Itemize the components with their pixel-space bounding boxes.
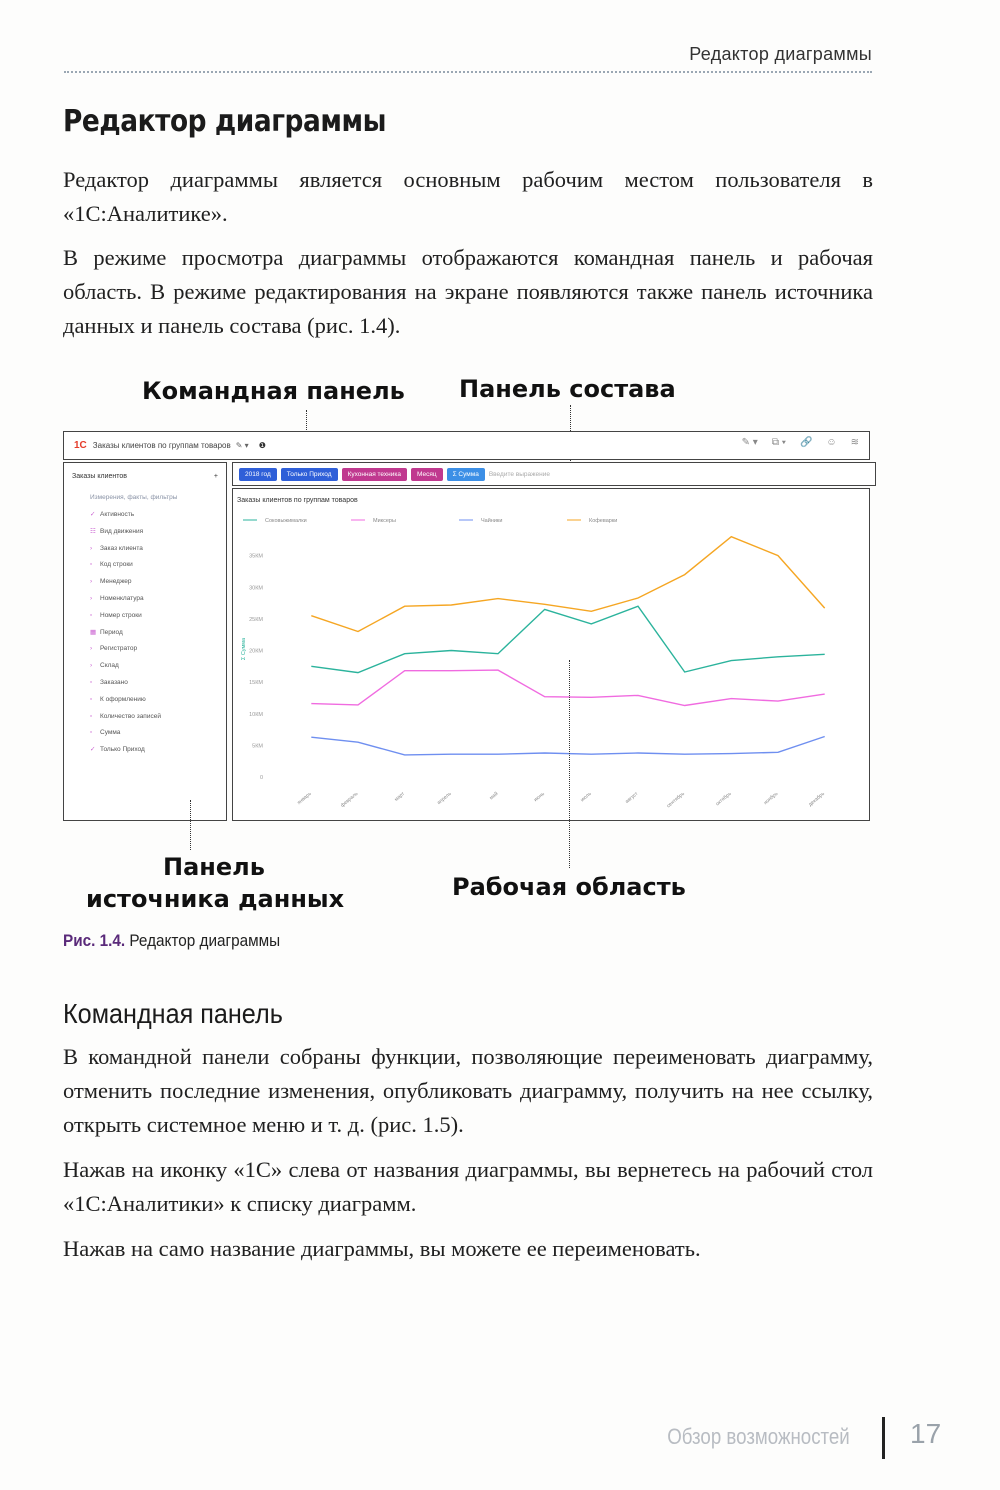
y-tick-label: 10КМ xyxy=(249,711,263,718)
section-heading: Командная панель xyxy=(63,998,283,1029)
source-title: Заказы клиентов xyxy=(72,473,127,480)
legend-label: Соковыжималки xyxy=(265,518,307,524)
source-field[interactable] xyxy=(64,709,226,726)
page-number: 17 xyxy=(910,1418,942,1449)
page-heading: Редактор диаграммы xyxy=(63,104,387,139)
field-type-icon: ☷ xyxy=(90,527,96,535)
x-tick-label: октябрь xyxy=(714,790,733,808)
source-field[interactable] xyxy=(64,641,226,658)
composition-panel xyxy=(232,462,876,486)
command-panel-paragraph: В командной панели собраны функции, позволяющие переименовать диаграмму, отменить последние изменения, опубликовать диаграмму, получить на нее ссылку, открыть системное меню и т. д. (рис. 1.5). xyxy=(63,1044,873,1137)
field-type-icon: › xyxy=(90,594,93,602)
caption-number: Рис. 1.4. xyxy=(63,931,126,950)
info-icon[interactable]: ❶ xyxy=(258,441,266,450)
source-field[interactable] xyxy=(64,625,226,642)
work-area xyxy=(232,488,870,821)
field-type-icon: › xyxy=(90,662,93,670)
x-tick-label: январь xyxy=(296,790,313,806)
callout-work-area: Рабочая область xyxy=(452,873,686,901)
field-type-icon: › xyxy=(90,645,93,653)
field-label: К оформлению xyxy=(100,695,146,703)
x-tick-label: сентябрь xyxy=(665,790,686,810)
chart-title[interactable]: Заказы клиентов по группам товаров xyxy=(92,441,231,450)
y-tick-label: 35КМ xyxy=(249,553,263,560)
source-field[interactable] xyxy=(64,658,226,675)
x-tick-label: март xyxy=(393,790,406,803)
chip-kitchen[interactable]: Кухонная техника xyxy=(342,468,407,481)
field-type-icon: ▫ xyxy=(90,729,93,737)
x-tick-label: июнь xyxy=(532,790,546,804)
footer-section: Обзор возможностей xyxy=(667,1424,850,1449)
callout-composition-panel: Панель состава xyxy=(459,375,676,403)
field-label: Заказ клиента xyxy=(100,544,143,552)
expression-input[interactable]: Введите выражение xyxy=(488,470,550,478)
field-label: Заказано xyxy=(100,678,128,686)
fields-link[interactable]: Измерения, факты, фильтры xyxy=(90,494,178,501)
field-type-icon: › xyxy=(90,544,93,552)
caption-text: Редактор диаграммы xyxy=(129,931,281,950)
pointer-line xyxy=(569,660,570,868)
add-icon[interactable]: + xyxy=(213,473,218,480)
y-tick-label: 0 xyxy=(259,775,263,781)
field-type-icon: ▦ xyxy=(90,628,97,636)
field-label: Вид движения xyxy=(100,527,144,535)
x-tick-label: апрель xyxy=(436,790,453,807)
field-label: Номер строки xyxy=(100,611,142,619)
field-label: Сумма xyxy=(100,729,121,737)
callout-command-panel: Командная панель xyxy=(142,377,405,405)
rename-paragraph: Нажав на само название диаграммы, вы можете ее переименовать. xyxy=(63,1236,701,1261)
field-type-icon: › xyxy=(90,578,93,586)
field-label: Активность xyxy=(100,511,135,518)
field-label: Код строки xyxy=(100,561,133,569)
x-tick-label: февраль xyxy=(339,790,360,809)
source-field[interactable] xyxy=(64,608,226,625)
y-tick-label: 5КМ xyxy=(252,743,263,750)
field-type-icon: ▫ xyxy=(90,678,93,686)
field-type-icon: ▫ xyxy=(90,561,93,569)
header-rule xyxy=(64,71,872,73)
field-label: Склад xyxy=(100,662,119,670)
chip-sum[interactable]: Σ Сумма xyxy=(447,468,485,481)
running-head: Редактор диаграммы xyxy=(689,44,872,64)
logo-paragraph: Нажав на иконку «1С» слева от названия диаграммы, вы вернетесь на рабочий стол «1С:Аналитики» к списку диаграмм. xyxy=(63,1157,873,1216)
1c-logo-icon[interactable]: 1С xyxy=(74,440,87,451)
field-label: Период xyxy=(100,628,123,636)
legend-label: Миксеры xyxy=(373,518,396,524)
chip-month[interactable]: Месяц xyxy=(411,468,443,481)
x-tick-label: август xyxy=(624,790,640,805)
menu-icon[interactable]: ≋ xyxy=(850,437,859,448)
chip-year[interactable]: 2018 год xyxy=(239,468,277,481)
undo-icon[interactable]: ✎ ▾ xyxy=(741,437,758,448)
source-field[interactable] xyxy=(64,591,226,608)
x-tick-label: декабрь xyxy=(807,790,826,808)
x-tick-label: июль xyxy=(579,790,593,804)
figure-chart-editor xyxy=(63,431,870,821)
link-icon[interactable]: 🔗 xyxy=(799,437,813,448)
work-area-title: Заказы клиентов по группам товаров xyxy=(237,497,358,504)
field-label: Только Приход xyxy=(100,746,145,754)
field-type-icon: ▫ xyxy=(90,712,93,720)
legend-label: Кофеварки xyxy=(589,518,618,524)
y-tick-label: 15КМ xyxy=(249,680,263,687)
source-field[interactable] xyxy=(64,725,226,742)
y-tick-label: 20КМ xyxy=(249,648,263,655)
y-tick-label: 30КМ xyxy=(249,585,263,592)
edit-title-icon[interactable]: ✎ ▾ xyxy=(235,441,249,450)
chip-income-only[interactable]: Только Приход xyxy=(281,468,338,481)
source-field[interactable] xyxy=(64,742,226,759)
user-icon[interactable]: ☺ xyxy=(826,437,837,448)
callout-source-1: Панель xyxy=(163,853,265,881)
publish-icon[interactable]: ⧉ ▾ xyxy=(771,437,786,448)
field-label: Регистратор xyxy=(100,645,138,653)
footer-divider xyxy=(882,1417,885,1459)
pointer-line xyxy=(190,800,191,850)
source-field[interactable] xyxy=(64,557,226,574)
source-field[interactable] xyxy=(64,574,226,591)
field-label: Номенклатура xyxy=(100,594,144,602)
series-line xyxy=(311,606,824,672)
field-label: Количество записей xyxy=(100,712,161,720)
callout-source-2: источника данных xyxy=(86,885,345,913)
intro-paragraph: Редактор диаграммы является основным рабочим местом пользователя в «1С:Аналитике». xyxy=(63,167,873,226)
source-field[interactable] xyxy=(64,524,226,541)
source-field[interactable] xyxy=(64,541,226,558)
field-label: Менеджер xyxy=(100,578,132,586)
field-type-icon: ▫ xyxy=(90,695,93,703)
source-field[interactable] xyxy=(64,692,226,709)
legend-label: Чайники xyxy=(481,518,503,524)
data-source-panel xyxy=(63,462,227,821)
command-bar xyxy=(63,431,870,460)
source-field[interactable] xyxy=(64,675,226,692)
field-type-icon: ▫ xyxy=(90,611,93,619)
figure-caption xyxy=(63,931,280,951)
x-tick-label: ноябрь xyxy=(762,790,780,807)
line-chart xyxy=(233,489,869,820)
field-type-icon: ✓ xyxy=(90,511,96,518)
y-tick-label: 25КМ xyxy=(249,616,263,623)
series-line xyxy=(311,737,824,755)
y-axis-label: Σ Сумма xyxy=(241,637,247,661)
modes-paragraph: В режиме просмотра диаграммы отображаются командная панель и рабочая область. В режиме редактирования на экране появляются также панель источника данных и панель состава (рис. 1.4). xyxy=(63,245,873,338)
source-field[interactable] xyxy=(64,507,226,524)
series-line xyxy=(311,670,824,705)
field-type-icon: ✓ xyxy=(90,746,96,754)
x-tick-label: май xyxy=(488,790,500,802)
